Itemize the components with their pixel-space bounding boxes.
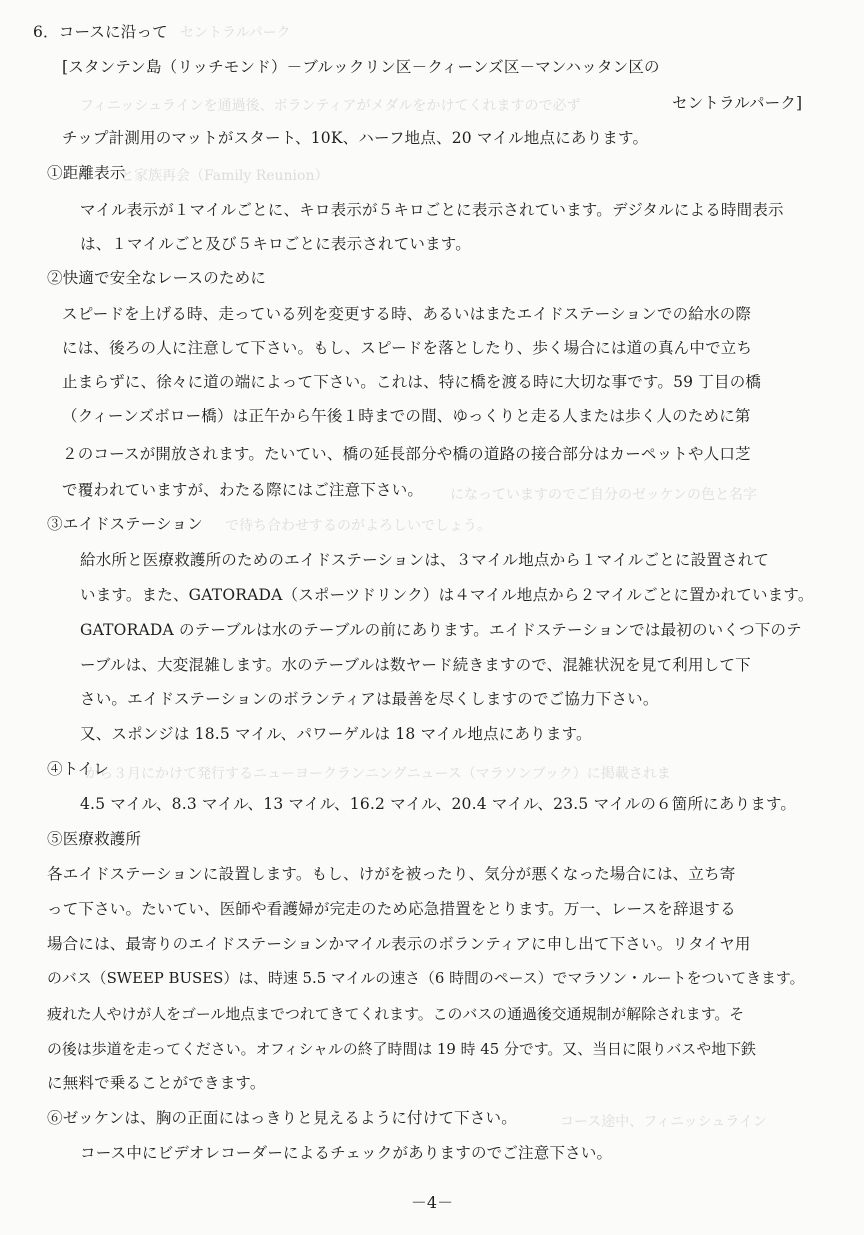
paragraph-line: スピードを上げる時、走っている列を変更する時、あるいはまたエイドステーションでの給水の際 — [62, 305, 752, 323]
ghost-text: になっていますのでご自分のゼッケンの色と名字 — [450, 487, 758, 503]
item-title-bib: ⑥ゼッケンは、胸の正面にはっきりと見えるように付けて下さい。 — [47, 1109, 517, 1127]
item-title-distance: ①距離表示 — [47, 164, 126, 182]
paragraph-line: に無料で乗ることができます。 — [47, 1074, 266, 1092]
paragraph-line: 各エイドステーションに設置します。もし、けがを被ったり、気分が悪くなった場合には、立ち寄 — [47, 865, 736, 883]
paragraph-line: 又、スポンジは 18.5 マイル、パワーゲルは 18 マイル地点にあります。 — [80, 725, 592, 743]
ghost-text: と家族再会（Family Reunion） — [120, 168, 329, 184]
paragraph-line: 場合には、最寄りのエイドステーションかマイル表示のボランティアに申し出て下さい。リタイヤ用 — [47, 935, 751, 953]
item-title-medical: ⑤医療救護所 — [47, 830, 142, 848]
section-heading: 6．コースに沿って — [33, 23, 168, 41]
chip-mats-text: チップ計測用のマットがスタート、10K、ハーフ地点、20 マイル地点にあります。 — [62, 129, 649, 147]
paragraph-line: ２のコースが開放されます。たいてい、橋の延長部分や橋の道路の接合部分はカーペットや人口芝 — [62, 445, 751, 463]
paragraph-line: （クィーンズボロー橋）は正午から午後１時までの間、ゆっくりと走る人または歩く人のために第 — [62, 407, 751, 425]
paragraph-line: GATORADA のテーブルは水のテーブルの前にあります。エイドステーションでは最初のいくつ下のテ — [80, 621, 802, 639]
item-title-aid-station: ③エイドステーション — [47, 515, 203, 533]
paragraph-line: って下さい。たいてい、医師や看護婦が完走のため応急措置をとります。万一、レースを辞退する — [47, 900, 736, 918]
ghost-text: で待ち合わせするのがよろしいでしょう。 — [225, 518, 491, 534]
item-title-toilet: ④トイレ — [47, 760, 110, 778]
paragraph-line: ーブルは、大変混雑します。水のテーブルは数ヤード続きますので、混雑状況を見て利用して下 — [80, 656, 751, 674]
paragraph-line: 給水所と医療救護所のためのエイドステーションは、３マイル地点から１マイルごとに設置されて — [80, 551, 770, 569]
item-title-safety: ②快適で安全なレースのために — [47, 269, 267, 287]
route-line: セントラルパーク] — [672, 94, 803, 112]
ghost-text: コース途中、フィニッシュライン — [560, 1114, 767, 1130]
ghost-text: から３月にかけて発行するニューヨークランニングニュース（マラソンブック）に掲載されま — [85, 766, 671, 782]
paragraph-line: のバス（SWEEP BUSES）は、時速 5.5 マイルの速さ（6 時間のペース）でマラソン・ルートをついてきます。 — [47, 969, 805, 987]
paragraph-line: います。また、GATORADA（スポーツドリンク）は４マイル地点から２マイルごとに置かれています。 — [80, 586, 814, 604]
paragraph-line: さい。エイドステーションのボランティアは最善を尽くしますのでご協力下さい。 — [80, 690, 659, 708]
paragraph-line: 止まらずに、徐々に道の端によって下さい。これは、特に橋を渡る時に大切な事です。59 丁目の橋 — [62, 373, 762, 391]
paragraph-line: の後は歩道を走ってください。オフィシャルの終了時間は 19 時 45 分です。又、当日に限りバスや地下鉄 — [47, 1040, 756, 1058]
paragraph-line: は、１マイルごと及び５キロごとに表示されています。 — [80, 235, 471, 253]
paragraph-line: で覆われていますが、わたる際にはご注意下さい。 — [62, 481, 424, 499]
paragraph-line: マイル表示が１マイルごとに、キロ表示が５キロごとに表示されています。デジタルによる時間表示 — [80, 201, 784, 219]
route-line: [スタンテン島（リッチモンド）－ブルックリン区－クィーンズ区－マンハッタン区の — [62, 58, 660, 76]
paragraph-line: 疲れた人やけが人をゴール地点までつれてきてくれます。このバスの通過後交通規制が解除されます。そ — [47, 1005, 745, 1023]
ghost-text: セントラルパーク — [180, 25, 291, 41]
page-number: －4－ — [410, 1193, 454, 1212]
paragraph-line: 4.5 マイル、8.3 マイル、13 マイル、16.2 マイル、20.4 マイル、23.5 マイルの６箇所にあります。 — [80, 795, 797, 813]
ghost-text: フィニッシュラインを通過後、ボランティアがメダルをかけてくれますので必ず — [80, 98, 581, 114]
paragraph-line: には、後ろの人に注意して下さい。もし、スピードを落としたり、歩く場合には道の真ん中で立ち — [62, 339, 753, 357]
paragraph-line: コース中にビデオレコーダーによるチェックがありますのでご注意下さい。 — [80, 1144, 613, 1162]
